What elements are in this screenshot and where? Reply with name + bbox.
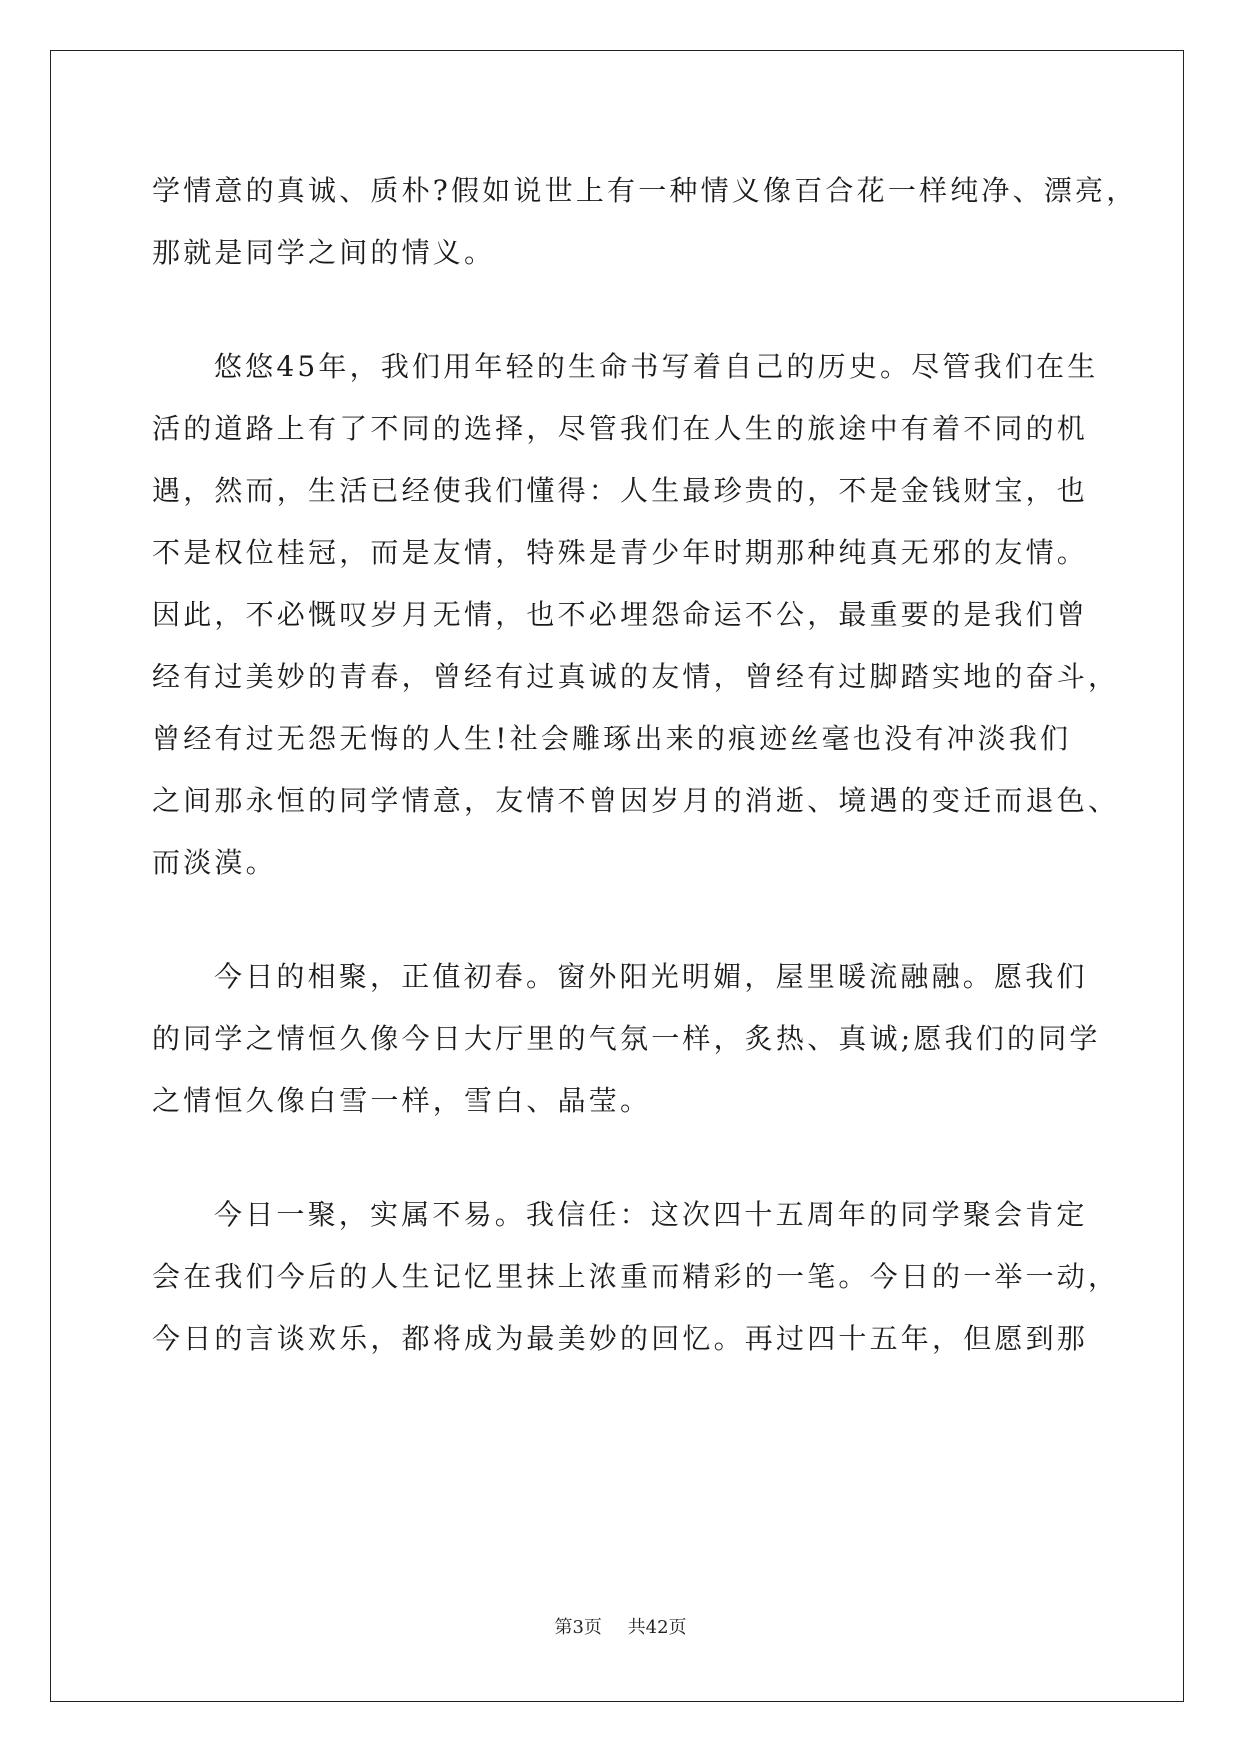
paragraph-4-line-3: 今日的言谈欢乐，都将成为最美妙的回忆。再过四十五年，但愿到那 [152,1322,1089,1355]
paragraph-2-line-6: 经有过美妙的青春，曾经有过真诚的友情，曾经有过脚踏实地的奋斗， [152,660,1120,693]
paragraph-2-line-4: 不是权位桂冠，而是友情，特殊是青少年时期那种纯真无邪的友情。 [152,536,1089,569]
paragraph-3-line-2: 的同学之情恒久像今日大厅里的气氛一样，炙热、真诚;愿我们的同学 [152,1022,1101,1055]
document-body [152,160,1138,1370]
paragraph-2-line-7: 曾经有过无怨无悔的人生!社会雕琢出来的痕迹丝毫也没有冲淡我们 [152,722,1072,755]
paragraph-2-line-1: 悠悠45年，我们用年轻的生命书写着自己的历史。尽管我们在生 [214,350,1099,383]
page-footer [0,1616,1241,1640]
page-number-total: 共42页 [627,1617,687,1638]
paragraph-2-line-8: 之间那永恒的同学情意，友情不曾因岁月的消逝、境遇的变迁而退色、 [152,784,1120,817]
paragraph-2-line-2: 活的道路上有了不同的选择，尽管我们在人生的旅途中有着不同的机 [152,412,1089,445]
paragraph-2-line-9: 而淡漠。 [152,846,277,879]
paragraph-3-line-3: 之情恒久像白雪一样，雪白、晶莹。 [152,1084,652,1117]
paragraph-4-line-1: 今日一聚，实属不易。我信任：这次四十五周年的同学聚会肯定 [214,1198,1088,1231]
paragraph-4-line-2: 会在我们今后的人生记忆里抹上浓重而精彩的一笔。今日的一举一动， [152,1260,1120,1293]
paragraph-2-line-3: 遇，然而，生活已经使我们懂得：人生最珍贵的，不是金钱财宝，也 [152,474,1089,507]
paragraph-3-line-1: 今日的相聚，正值初春。窗外阳光明媚，屋里暖流融融。愿我们 [214,960,1088,993]
paragraph-1-line-2: 那就是同学之间的情义。 [152,236,496,269]
paragraph-2-line-5: 因此，不必慨叹岁月无情，也不必埋怨命运不公，最重要的是我们曾 [152,598,1089,631]
page-number-current: 第3页 [554,1617,602,1638]
paragraph-1-line-1: 学情意的真诚、质朴?假如说世上有一种情义像百合花一样纯净、漂亮， [152,174,1138,207]
